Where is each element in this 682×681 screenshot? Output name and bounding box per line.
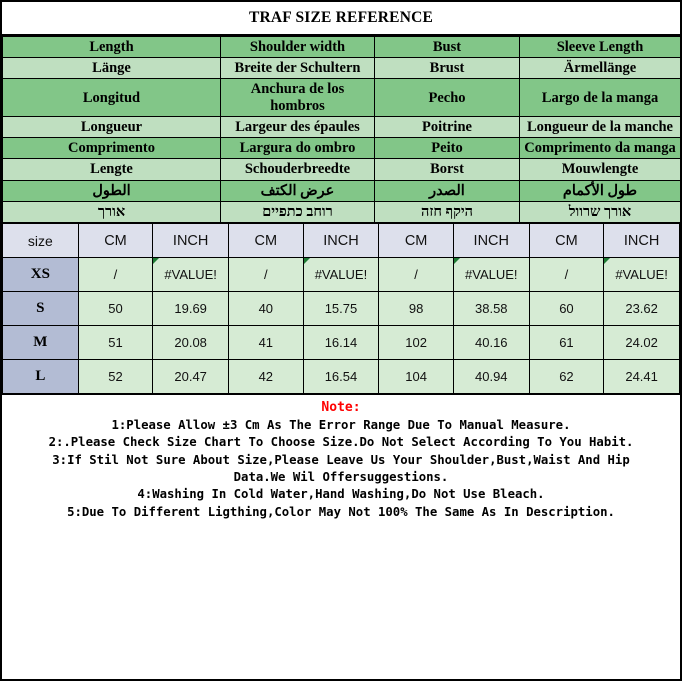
size-column-header: size: [3, 224, 79, 258]
page-title: TRAF SIZE REFERENCE: [248, 9, 434, 26]
measurement-cell: [604, 258, 680, 292]
language-cell-spanish-2: Pecho: [375, 79, 520, 116]
language-cell-french-1: Largeur des épaules: [221, 116, 375, 137]
measurement-value: #VALUE!: [465, 267, 518, 283]
measurement-cell: [78, 360, 153, 394]
measurement-cell: [228, 326, 303, 360]
table-row: [3, 326, 680, 360]
measurement-cell: [303, 326, 379, 360]
title-bar: [2, 2, 680, 36]
language-cell-hebrew-2: היקף חזה: [375, 201, 520, 222]
measurement-cell: [604, 360, 680, 394]
measurement-cell: [153, 292, 229, 326]
language-row-french: [3, 116, 681, 137]
unit-column-header-5: CM: [379, 224, 454, 258]
language-cell-arabic-0: الطول: [3, 180, 221, 201]
language-cell-german-3: Ärmellänge: [520, 58, 681, 79]
measurement-cell: [529, 360, 604, 394]
size-label-l: L: [3, 360, 79, 394]
measurement-value: 24.02: [625, 335, 658, 351]
language-row-english: [3, 37, 681, 58]
language-cell-spanish-1: Anchura de los hombros: [221, 79, 375, 116]
language-translation-table: [2, 36, 681, 223]
size-label-m: M: [3, 326, 79, 360]
language-cell-portuguese-2: Peito: [375, 138, 520, 159]
measurement-cell: [379, 258, 454, 292]
measurement-value: /: [414, 267, 418, 283]
measurement-value: 98: [408, 301, 424, 317]
language-cell-hebrew-0: אורך: [3, 201, 221, 222]
language-cell-hebrew-1: רוחב כתפיים: [221, 201, 375, 222]
measurement-cell: [153, 360, 229, 394]
measurement-value: 40.94: [475, 369, 508, 385]
measurement-value: 60: [559, 301, 574, 317]
note-heading: Note:: [321, 400, 361, 416]
language-cell-arabic-1: عرض الكتف: [221, 180, 375, 201]
language-row-arabic: [3, 180, 681, 201]
language-row-german: [3, 58, 681, 79]
measurement-cell: [379, 360, 454, 394]
measurement-value: 102: [405, 335, 427, 351]
language-cell-portuguese-0: Comprimento: [3, 138, 221, 159]
language-row-hebrew: [3, 201, 681, 222]
measurement-cell: [529, 258, 604, 292]
measurement-cell: [78, 258, 153, 292]
measurement-cell: [303, 360, 379, 394]
measurement-cell: [153, 326, 229, 360]
measurement-value: 16.14: [324, 335, 358, 351]
language-cell-hebrew-3: אורך שרוול: [520, 201, 681, 222]
measurement-cell: [303, 292, 379, 326]
measurement-cell: [153, 258, 229, 292]
measurement-value: #VALUE!: [314, 267, 368, 283]
measurement-value: 40: [258, 301, 274, 317]
unit-column-header-3: CM: [228, 224, 303, 258]
measurement-value: 15.75: [324, 301, 358, 317]
unit-column-header-4: INCH: [303, 224, 379, 258]
unit-column-header-7: CM: [529, 224, 604, 258]
language-cell-dutch-2: Borst: [375, 159, 520, 180]
note-section: [2, 394, 680, 527]
language-row-portuguese: [3, 138, 681, 159]
language-cell-dutch-3: Mouwlengte: [520, 159, 681, 180]
table-row: [3, 360, 680, 394]
measurement-cell: [78, 326, 153, 360]
note-line: 3:If Stil Not Sure About Size,Please Leave Us Your Shoulder,Bust,Waist And Hip: [52, 452, 630, 467]
cell-comment-indicator-icon: [153, 258, 159, 264]
language-cell-german-0: Länge: [3, 58, 221, 79]
measurement-value: /: [113, 267, 118, 283]
measurement-value: 51: [108, 335, 123, 351]
cell-comment-indicator-icon: [454, 258, 460, 264]
measurement-value: 23.62: [625, 301, 658, 317]
measurement-value: #VALUE!: [615, 267, 668, 283]
unit-column-header-1: CM: [78, 224, 153, 258]
measurement-value: /: [263, 267, 268, 283]
size-label-xs: XS: [3, 258, 79, 292]
measurement-value: 104: [405, 369, 427, 385]
table-row: [3, 292, 680, 326]
measurement-cell: [529, 292, 604, 326]
language-cell-english-0: Length: [3, 37, 221, 58]
language-cell-spanish-0: Longitud: [3, 79, 221, 116]
language-cell-arabic-2: الصدر: [375, 180, 520, 201]
measurement-size-table: [2, 223, 680, 394]
measurement-cell: [228, 360, 303, 394]
measurement-cell: [604, 292, 680, 326]
size-table-header-row: [3, 224, 680, 258]
measurement-value: 19.69: [174, 301, 207, 317]
measurement-cell: [453, 292, 529, 326]
measurement-value: 20.47: [174, 369, 207, 385]
language-cell-german-1: Breite der Schultern: [221, 58, 375, 79]
measurement-value: 50: [108, 301, 123, 317]
measurement-cell: [78, 292, 153, 326]
language-cell-english-3: Sleeve Length: [520, 37, 681, 58]
note-line: 5:Due To Different Ligthing,Color May Not 100% The Same As In Description.: [67, 504, 615, 519]
language-row-dutch: [3, 159, 681, 180]
note-lines: [4, 417, 678, 522]
cell-comment-indicator-icon: [604, 258, 610, 264]
unit-column-header-2: INCH: [153, 224, 229, 258]
measurement-value: 38.58: [475, 301, 508, 317]
language-cell-english-2: Bust: [375, 37, 520, 58]
language-cell-french-3: Longueur de la manche: [520, 116, 681, 137]
table-row: [3, 258, 680, 292]
measurement-value: 16.54: [324, 369, 358, 385]
measurement-cell: [379, 326, 454, 360]
measurement-cell: [529, 326, 604, 360]
measurement-value: 20.08: [174, 335, 207, 351]
language-cell-arabic-3: طول الأكمام: [520, 180, 681, 201]
measurement-value: 61: [559, 335, 574, 351]
language-cell-portuguese-1: Largura do ombro: [221, 138, 375, 159]
measurement-cell: [303, 258, 379, 292]
measurement-cell: [379, 292, 454, 326]
measurement-cell: [453, 258, 529, 292]
unit-column-header-6: INCH: [453, 224, 529, 258]
language-cell-dutch-0: Lengte: [3, 159, 221, 180]
measurement-value: 62: [559, 369, 574, 385]
note-line: 1:Please Allow ±3 Cm As The Error Range Due To Manual Measure.: [111, 417, 571, 432]
measurement-cell: [604, 326, 680, 360]
language-cell-english-1: Shoulder width: [221, 37, 375, 58]
language-cell-german-2: Brust: [375, 58, 520, 79]
size-label-s: S: [3, 292, 79, 326]
language-cell-french-0: Longueur: [3, 116, 221, 137]
measurement-value: 41: [258, 335, 274, 351]
language-cell-portuguese-3: Comprimento da manga: [520, 138, 681, 159]
language-cell-dutch-1: Schouderbreedte: [221, 159, 375, 180]
measurement-value: 52: [108, 369, 123, 385]
measurement-value: 24.41: [625, 369, 658, 385]
measurement-cell: [453, 360, 529, 394]
measurement-cell: [228, 258, 303, 292]
note-line: Data.We Wil Offersuggestions.: [233, 470, 449, 485]
measurement-cell: [228, 292, 303, 326]
measurement-value: 42: [258, 369, 274, 385]
language-cell-french-2: Poitrine: [375, 116, 520, 137]
measurement-cell: [453, 326, 529, 360]
note-line: 4:Washing In Cold Water,Hand Washing,Do Not Use Bleach.: [137, 487, 545, 502]
language-row-spanish: [3, 79, 681, 116]
measurement-value: /: [564, 267, 569, 283]
cell-comment-indicator-icon: [304, 258, 310, 264]
unit-column-header-8: INCH: [604, 224, 680, 258]
note-line: 2:.Please Check Size Chart To Choose Size.Do Not Select According To You Habit.: [48, 435, 634, 450]
measurement-value: 40.16: [475, 335, 508, 351]
measurement-value: #VALUE!: [164, 267, 217, 283]
language-cell-spanish-3: Largo de la manga: [520, 79, 681, 116]
